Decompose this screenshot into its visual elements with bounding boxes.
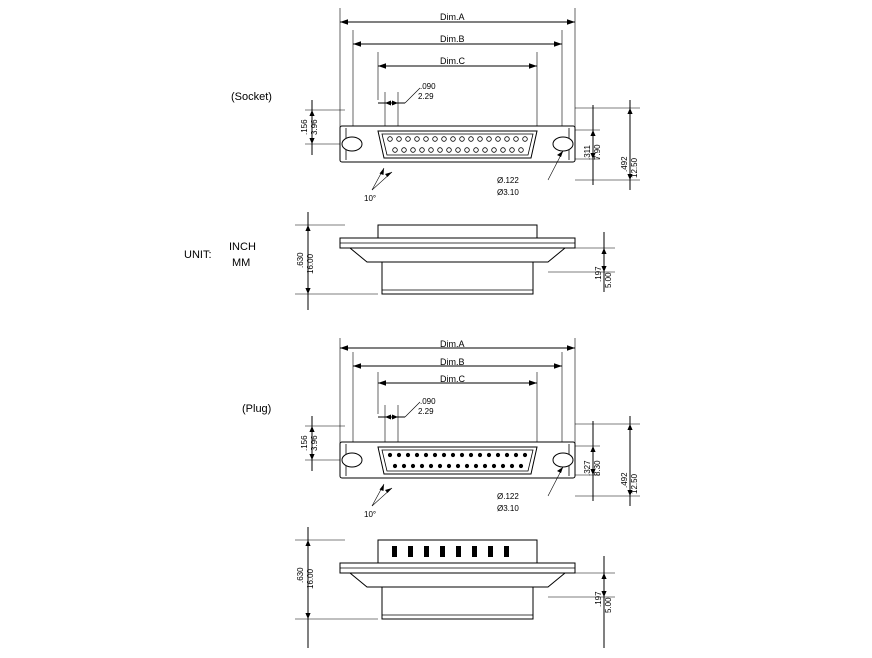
plug-left-mm-label: 3.96: [310, 435, 319, 451]
socket-pitch-inch-label: .090: [420, 82, 436, 91]
socket-body-mm-label: 7.90: [593, 144, 602, 160]
socket-tail-inch-label: .197: [594, 266, 603, 282]
plug-flange-inch-label: .492: [620, 472, 629, 488]
socket-tail-mm-label: 5.00: [604, 272, 613, 288]
plug-dim-a-label: Dim.A: [440, 339, 465, 349]
socket-flange-mm-label: 12.50: [630, 157, 639, 178]
socket-hole-inch-label: Ø.122: [497, 176, 519, 185]
plug-angle-label: 10°: [364, 510, 377, 519]
plug-body-inch-label: .327: [583, 460, 592, 476]
socket-left-mm-label: 3.96: [310, 119, 319, 135]
unit-mm-label: MM: [232, 257, 251, 269]
plug-pitch-mm-label: 2.29: [418, 407, 434, 416]
socket-pitch-mm-label: 2.29: [418, 92, 434, 101]
plug-depth-mm-label: 16.00: [306, 568, 315, 589]
socket-hole-mm-label: Ø3.10: [497, 188, 519, 197]
plug-dim-c-label: Dim.C: [440, 374, 465, 384]
socket-angle-label: 10°: [364, 194, 377, 203]
socket-body-inch-label: .311: [583, 145, 592, 160]
plug-body-mm-label: 8.30: [593, 460, 602, 476]
socket-dim-c-label: Dim.C: [440, 56, 465, 66]
plug-dim-b-label: Dim.B: [440, 357, 465, 367]
plug-tail-mm-label: 5.00: [604, 597, 613, 613]
socket-dim-a-label: Dim.A: [440, 12, 465, 22]
socket-depth-mm-label: 16.00: [306, 253, 315, 274]
plug-left-inch-label: .156: [300, 435, 309, 451]
plug-pitch-inch-label: .090: [420, 397, 436, 406]
socket-dim-b-label: Dim.B: [440, 34, 465, 44]
plug-hole-mm-label: Ø3.10: [497, 504, 519, 513]
plug-flange-mm-label: 12.50: [630, 473, 639, 494]
socket-left-inch-label: .156: [300, 119, 309, 135]
socket-view-label: (Socket): [231, 91, 272, 103]
socket-depth-inch-label: .630: [296, 252, 305, 268]
plug-view-label: (Plug): [242, 403, 272, 415]
socket-flange-inch-label: .492: [620, 156, 629, 172]
plug-depth-inch-label: .630: [296, 567, 305, 583]
plug-tail-inch-label: .197: [594, 591, 603, 607]
unit-inch-label: INCH: [229, 241, 256, 253]
unit-label: UNIT:: [184, 249, 212, 261]
plug-hole-inch-label: Ø.122: [497, 492, 519, 501]
